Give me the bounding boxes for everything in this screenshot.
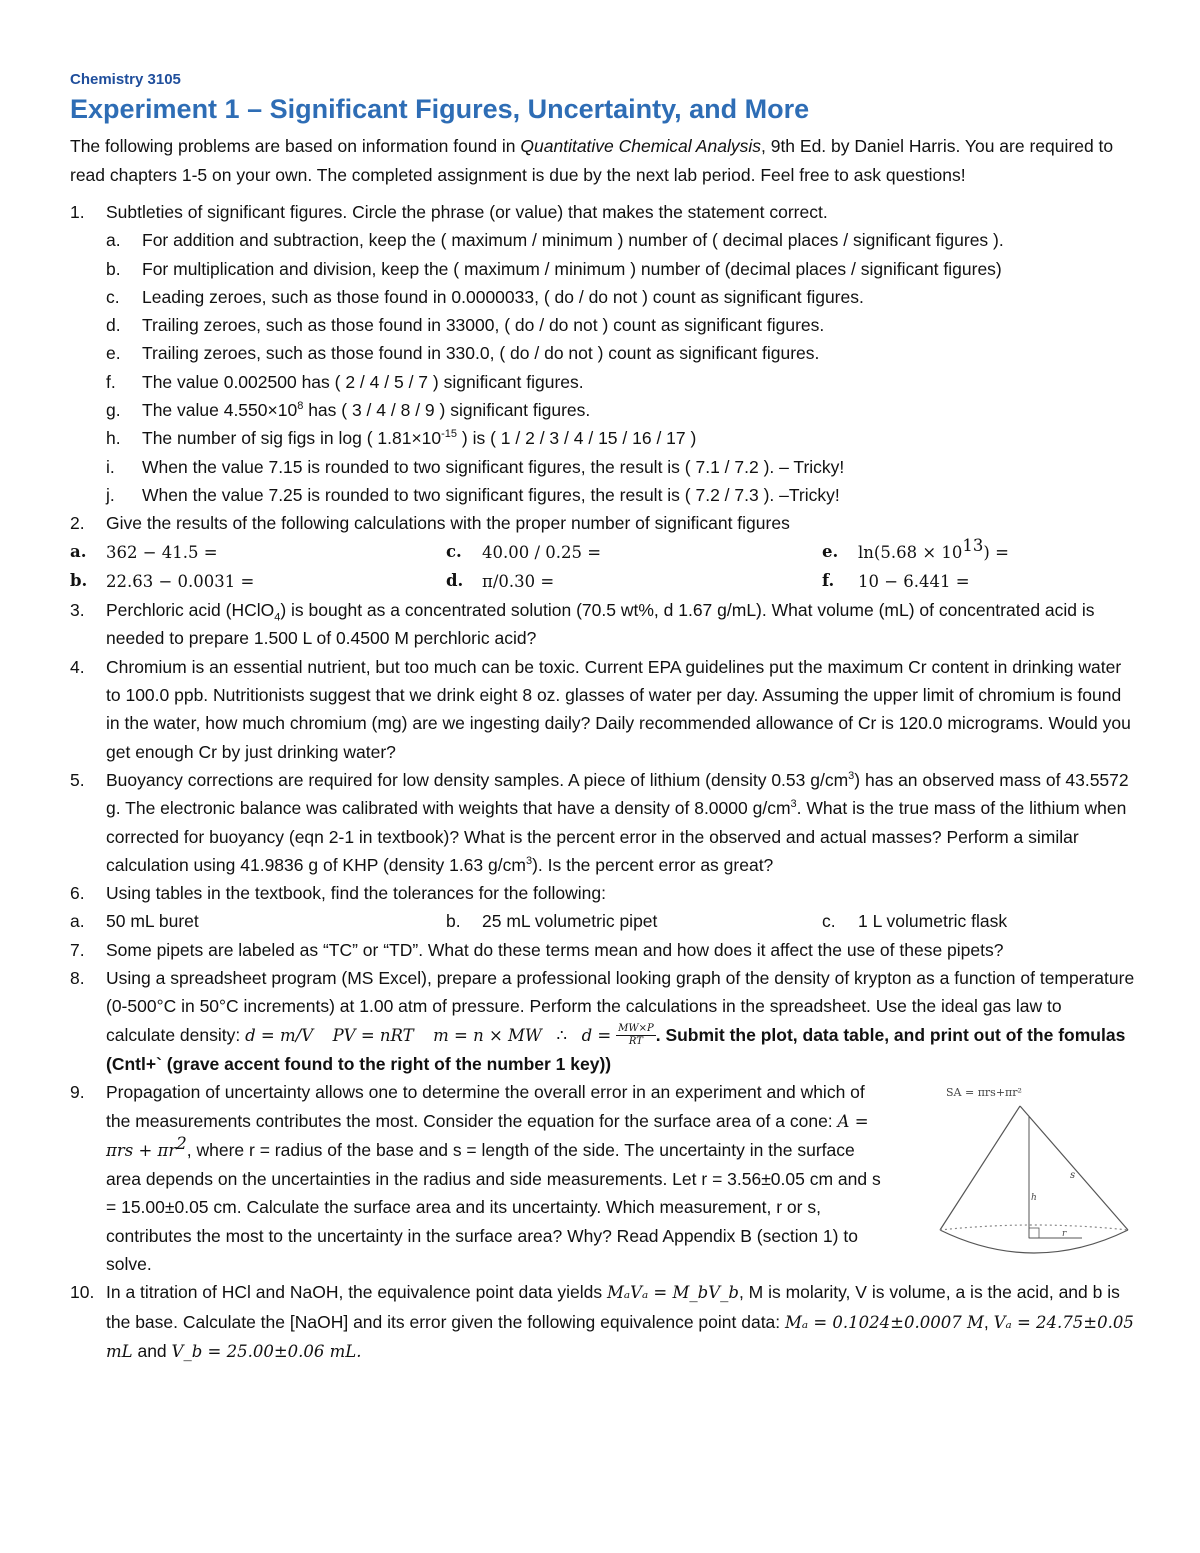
subquestion-item: c. Leading zeroes, such as those found in 0.0000033, ( do / do not ) count as significant figures.	[106, 286, 864, 307]
subquestion-item: j. When the value 7.25 is rounded to two significant figures, the result is ( 7.2 / 7.3 ). –Tricky!	[106, 484, 840, 505]
calc-item: c. 40.00 / 0.25 =	[446, 541, 602, 562]
equation: d = m/V	[245, 1025, 314, 1045]
question-number: 8.	[70, 968, 85, 989]
question-6	[70, 879, 1135, 936]
calc-item: b. 22.63 − 0.0031 =	[70, 570, 255, 591]
tolerance-item: b. 25 mL volumetric pipet	[446, 911, 658, 932]
question-text: Propagation of uncertainty allows one to determine the overall error in an experiment and which of the measurements contributes the most. Consider the equation for the surface area of a cone: $A = \pi rs + \pi r^2$, where r = radius of the base and s = length of the side. The uncertainty in the surface area depends on the uncertainties in the radius and side measurements. Let r = 3.56±0.05 cm and s = 15.00±0.05 cm. Calculate the surface area and its uncertainty. Which measurement, r or s, contributes the most to the uncertainty in the surface area? Why? Read Appendix B (section 1) to solve.	[106, 1082, 881, 1274]
tolerance-item: c. 1 L volumetric flask	[822, 911, 1008, 932]
question-number: 2.	[70, 513, 85, 534]
subquestion-item: b. For multiplication and division, keep the ( maximum / minimum ) number of (decimal places / significant figures)	[106, 258, 1002, 279]
question-number: 3.	[70, 600, 85, 621]
question-4	[70, 653, 1135, 766]
book-title: Quantitative Chemical Analysis	[520, 136, 761, 156]
equation: PV = nRT	[332, 1025, 414, 1045]
question-text: Using tables in the textbook, find the tolerances for the following:	[106, 883, 607, 904]
data-value: Mₐ = 0.1024±0.0007 M	[785, 1312, 984, 1332]
question-5: 5. Buoyancy corrections are required for low density samples. A piece of lithium (density 0.53 $g/cm^3$) has an observed mass of 43.5572 g. The electronic balance was calibrated with weights that have a density of 8.0000 $g/cm^3$. What is the true mass of the lithium when corrected for buoyancy (eqn 2-1 in textbook)? What is the percent error in the observed and actual masses? Perform a similar calculation using 41.9836 g of KHP (density 1.63 $g/cm^3$). Is the percent error as great?	[70, 766, 1135, 879]
submission-instructions: . Submit the plot, data table, and print out of the fomulas (Cntl+` (grave accent found to the right of the number 1 key))	[106, 1024, 1126, 1074]
subquestion-item: i. When the value 7.15 is rounded to two significant figures, the result is ( 7.1 / 7.2 ). – Tricky!	[106, 456, 845, 477]
question-10: 10. In a titration of HCl and NaOH, the equivalence point data yields MₐVₐ = M_bV_b, M is molarity, V is volume, a is the acid, and b is the base. Calculate the [NaOH] and its error given the following equivalence point data: Mₐ = 0.1024±0.0007 M, Vₐ = 24.75±0.05 mL and V_b = 25.00±0.06 mL.	[70, 1278, 1135, 1366]
question-7	[70, 936, 1135, 964]
question-number: 6.	[70, 883, 85, 904]
calc-item: e. $\ln(5.68 \times 10^{13})$ =	[822, 535, 1009, 562]
question-text: Some pipets are labeled as “TC” or “TD”. What do these terms mean and how does it affect the use of these pipets?	[106, 939, 1004, 960]
question-text: Chromium is an essential nutrient, but too much can be toxic. Current EPA guidelines put the maximum Cr content in drinking water to 100.0 ppb. Nutritionists suggest that we drink eight 8 oz. glasses of water per day. Assuming the upper limit of chromium is found in the water, how much chromium (mg) are we ingesting daily? Daily recommended allowance of Cr is 120.0 micrograms. Would you get enough Cr by just drinking water?	[106, 656, 1131, 762]
subquestion-item: h. The number of sig figs in log ( $1.81\times 10^{-15}$ ) is ( 1 / 2 / 3 / 4 / 15 / 16 / 17 )	[106, 428, 697, 449]
calculation-grid	[70, 535, 1135, 597]
data-value: V_b = 25.00±0.06 mL.	[171, 1341, 362, 1361]
question-number: 10.	[70, 1282, 95, 1303]
subquestion-item: f. The value 0.002500 has ( 2 / 4 / 5 / 7 ) significant figures.	[106, 371, 584, 392]
course-title: Chemistry 3105	[70, 71, 181, 88]
height-label: h	[1031, 1193, 1037, 1204]
question-number: 4.	[70, 656, 85, 677]
question-1	[70, 198, 1135, 509]
question-9	[70, 1078, 1135, 1278]
intro-paragraph: The following problems are based on information found in Quantitative Chemical Analysis, 9th Ed. by Daniel Harris. You are required to read chapters 1-5 on your own. The completed assignment is due by the next lab period. Feel free to ask questions!	[70, 136, 1114, 185]
question-list	[70, 198, 1135, 1366]
subquestion-list	[106, 226, 1135, 509]
equation: d =	[581, 1025, 612, 1045]
cone-formula-label: SA = πrs+πr²	[946, 1086, 1022, 1100]
density-fraction: $\frac{MW\times P}{RT}$	[618, 1023, 654, 1048]
slant-label: s	[1070, 1170, 1076, 1182]
radius-label: r	[1062, 1229, 1067, 1240]
subquestion-item: a. For addition and subtraction, keep the ( maximum / minimum ) number of ( decimal places / significant figures ).	[106, 230, 1004, 251]
calc-item: a. 362 − 41.5 =	[70, 541, 218, 562]
equation: MₐVₐ = M_bV_b	[606, 1283, 739, 1303]
equation: A = πrs + πr	[106, 1111, 869, 1160]
data-value: Vₐ = 24.75±0.05 mL	[106, 1312, 1134, 1361]
subquestion-item: d. Trailing zeroes, such as those found in 33000, ( do / do not ) count as significant figures.	[106, 315, 825, 336]
question-text: Give the results of the following calculations with the proper number of significant figures	[106, 513, 790, 534]
question-8: 8. Using a spreadsheet program (MS Excel), prepare a professional looking graph of the density of krypton as a function of temperature (0-500°C in 50°C increments) at 1.00 atm of pressure. Perform the calculations in the spreadsheet. Use the ideal gas law to calculate density: d = m/V PV = nRT m = n × MW ∴ d = $\frac{MW\times P}{RT}$ . Submit the plot, data table, and print out of the fomulas (Cntl+` (grave accent found to the right of the number 1 key))	[70, 964, 1135, 1078]
question-number: 5.	[70, 769, 85, 790]
question-number: 7.	[70, 939, 85, 960]
question-2	[70, 509, 1135, 596]
subquestion-item: g. The value $4.550\times 10^8$ has ( 3 / 4 / 8 / 9 ) significant figures.	[106, 400, 591, 421]
cone-figure	[932, 1078, 1132, 1268]
tolerance-grid	[70, 907, 1135, 935]
worksheet-page	[70, 70, 1135, 1366]
equation: m = n × MW	[433, 1025, 542, 1045]
subquestion-item: e. Trailing zeroes, such as those found in 330.0, ( do / do not ) count as significant figures.	[106, 343, 820, 364]
question-text: Subtleties of significant figures. Circle the phrase (or value) that makes the statement correct.	[106, 202, 828, 222]
calc-item: d. π/0.30 =	[446, 570, 555, 591]
question-number: 9.	[70, 1082, 85, 1103]
experiment-title: Experiment 1 – Significant Figures, Uncertainty, and More	[70, 94, 810, 124]
calc-item: f. 10 − 6.441 =	[822, 570, 970, 591]
tolerance-item: a. 50 mL buret	[70, 911, 199, 932]
question-3: 3. Perchloric acid (HClO$_4$) is bought as a concentrated solution (70.5 wt%, d 1.67 g/mL). What volume (mL) of concentrated acid is needed to prepare 1.500 L of 0.4500 M perchloric acid?	[70, 596, 1135, 653]
question-number: 1.	[70, 202, 85, 222]
